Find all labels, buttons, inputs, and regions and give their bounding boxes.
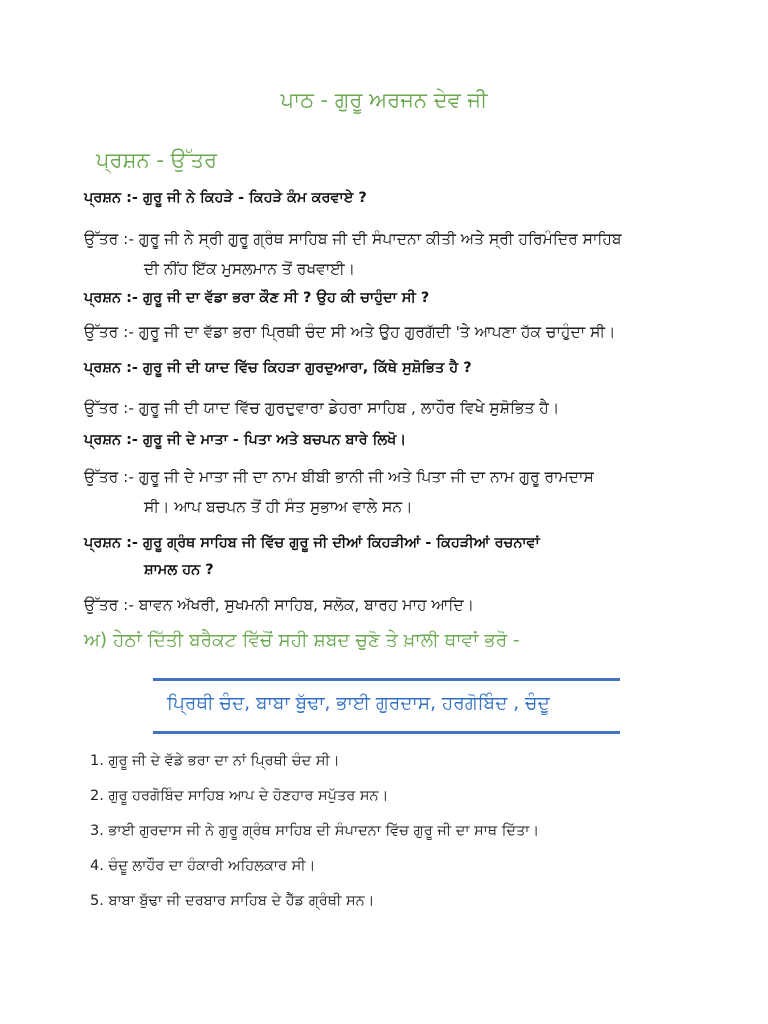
answer-1-line-2: ਦੀ ਨੀਂਹ ਇੱਕ ਮੁਸਲਮਾਨ ਤੋਂ ਰਖਵਾਈ। bbox=[144, 260, 356, 278]
page-title: ਪਾਠ - ਗੁਰੂ ਅਰਜਨ ਦੇਵ ਜੀ bbox=[280, 88, 488, 112]
answer-2-line-1: ਉੱਤਰ :- ਗੁਰੂ ਜੀ ਦਾ ਵੱਡਾ ਭਰਾ ਪ੍ਰਿਥੀ ਚੰਦ ਸੀ ਅਤੇ ਉਹ ਗੁਰਗੱਦੀ 'ਤੇ ਆਪਣਾ ਹੱਕ ਚਾਹੁੰਦਾ ਸੀ। bbox=[84, 323, 616, 341]
answer-1 bbox=[84, 224, 622, 284]
question-4: ਪ੍ਰਸ਼ਨ :- ਗੁਰੂ ਜੀ ਦੇ ਮਾਤਾ - ਪਿਤਾ ਅਤੇ ਬਚਪਨ ਬਾਰੇ ਲਿਖੋ। bbox=[84, 432, 407, 448]
answer-5 bbox=[84, 590, 474, 620]
question-2: ਪ੍ਰਸ਼ਨ :- ਗੁਰੂ ਜੀ ਦਾ ਵੱਡਾ ਭਰਾ ਕੌਣ ਸੀ ? ਉਹ ਕੀ ਚਾਹੁੰਦਾ ਸੀ ? bbox=[84, 290, 430, 306]
answer-3 bbox=[84, 393, 559, 423]
section-heading-fill-blanks: ਅ) ਹੇਠਾਂ ਦਿੱਤੀ ਬਰੈਕਟ ਵਿੱਚੋਂ ਸਹੀ ਸ਼ਬਦ ਚੁਣੋ ਤੇ ਖ਼ਾਲੀ ਥਾਵਾਂ ਭਰੋ - bbox=[84, 630, 520, 651]
list-item: 1. ਗੁਰੂ ਜੀ ਦੇ ਵੱਡੇ ਭਰਾ ਦਾ ਨਾਂ ਪ੍ਰਿਥੀ ਚੰਦ ਸੀ। bbox=[90, 753, 340, 769]
section-heading-qa: ਪ੍ਰਸ਼ਨ - ਉੱਤਰ bbox=[96, 148, 217, 172]
answer-5-line-1: ਉੱਤਰ :- ਬਾਵਨ ਅੱਖਰੀ, ਸੁਖਮਨੀ ਸਾਹਿਬ, ਸਲੋਕ, ਬਾਰਹ ਮਾਹ ਆਦਿ। bbox=[84, 596, 475, 614]
answer-4 bbox=[84, 462, 594, 522]
list-item: 4. ਚੰਦੂ ਲਾਹੌਰ ਦਾ ਹੰਕਾਰੀ ਅਹਿਲਕਾਰ ਸੀ। bbox=[90, 858, 316, 874]
list-item: 2. ਗੁਰੂ ਹਰਗੋਬਿੰਦ ਸਾਹਿਬ ਆਪ ਦੇ ਹੋਣਹਾਰ ਸਪੁੱਤਰ ਸਨ। bbox=[90, 788, 389, 804]
answer-2 bbox=[84, 317, 616, 347]
question-5 bbox=[84, 530, 540, 584]
question-5-line-1: ਪ੍ਰਸ਼ਨ :- ਗੁਰੂ ਗ੍ਰੰਥ ਸਾਹਿਬ ਜੀ ਵਿੱਚ ਗੁਰੂ ਜੀ ਦੀਆਂ ਕਿਹੜੀਆਂ - ਕਿਹੜੀਆਂ ਰਚਨਾਵਾਂ bbox=[84, 535, 540, 551]
word-bank-box bbox=[153, 678, 620, 734]
word-bank-text: ਪ੍ਰਿਥੀ ਚੰਦ, ਬਾਬਾ ਬੁੱਢਾ, ਭਾਈ ਗੁਰਦਾਸ, ਹਰਗੋਬਿੰਦ , ਚੰਦੂ bbox=[167, 693, 550, 714]
list-item: 3. ਭਾਈ ਗੁਰਦਾਸ ਜੀ ਨੇ ਗੁਰੂ ਗ੍ਰੰਥ ਸਾਹਿਬ ਦੀ ਸੰਪਾਦਨਾ ਵਿੱਚ ਗੁਰੂ ਜੀ ਦਾ ਸਾਥ ਦਿੱਤਾ। bbox=[90, 823, 540, 839]
question-5-line-2: ਸ਼ਾਮਲ ਹਨ ? bbox=[144, 562, 214, 578]
answer-4-line-2: ਸੀ। ਆਪ ਬਚਪਨ ਤੋਂ ਹੀ ਸੰਤ ਸੁਭਾਅ ਵਾਲੇ ਸਨ। bbox=[144, 498, 413, 516]
answer-4-line-1: ਉੱਤਰ :- ਗੁਰੂ ਜੀ ਦੇ ਮਾਤਾ ਜੀ ਦਾ ਨਾਮ ਬੀਬੀ ਭਾਨੀ ਜੀ ਅਤੇ ਪਿਤਾ ਜੀ ਦਾ ਨਾਮ ਗੁਰੂ ਰਾਮਦਾਸ bbox=[84, 468, 594, 486]
answer-1-line-1: ਉੱਤਰ :- ਗੁਰੂ ਜੀ ਨੇ ਸ੍ਰੀ ਗੁਰੂ ਗ੍ਰੰਥ ਸਾਹਿਬ ਜੀ ਦੀ ਸੰਪਾਦਨਾ ਕੀਤੀ ਅਤੇ ਸ੍ਰੀ ਹਰਿਮੰਦਿਰ ਸਾਹਿਬ bbox=[84, 230, 622, 248]
question-1: ਪ੍ਰਸ਼ਨ :- ਗੁਰੂ ਜੀ ਨੇ ਕਿਹੜੇ - ਕਿਹੜੇ ਕੰਮ ਕਰਵਾਏ ? bbox=[84, 190, 367, 206]
question-3: ਪ੍ਰਸ਼ਨ :- ਗੁਰੂ ਜੀ ਦੀ ਯਾਦ ਵਿੱਚ ਕਿਹੜਾ ਗੁਰਦੁਆਰਾ, ਕਿੱਥੇ ਸੁਸ਼ੋਭਿਤ ਹੈ ? bbox=[84, 360, 472, 376]
list-item: 5. ਬਾਬਾ ਬੁੱਢਾ ਜੀ ਦਰਬਾਰ ਸਾਹਿਬ ਦੇ ਹੈੱਡ ਗ੍ਰੰਥੀ ਸਨ। bbox=[90, 893, 375, 909]
answer-3-line-1: ਉੱਤਰ :- ਗੁਰੂ ਜੀ ਦੀ ਯਾਦ ਵਿੱਚ ਗੁਰਦੁਵਾਰਾ ਡੇਹਰਾ ਸਾਹਿਬ , ਲਾਹੌਰ ਵਿਖੇ ਸੁਸ਼ੋਭਿਤ ਹੈ। bbox=[84, 399, 560, 417]
fill-blanks-list bbox=[90, 744, 539, 919]
